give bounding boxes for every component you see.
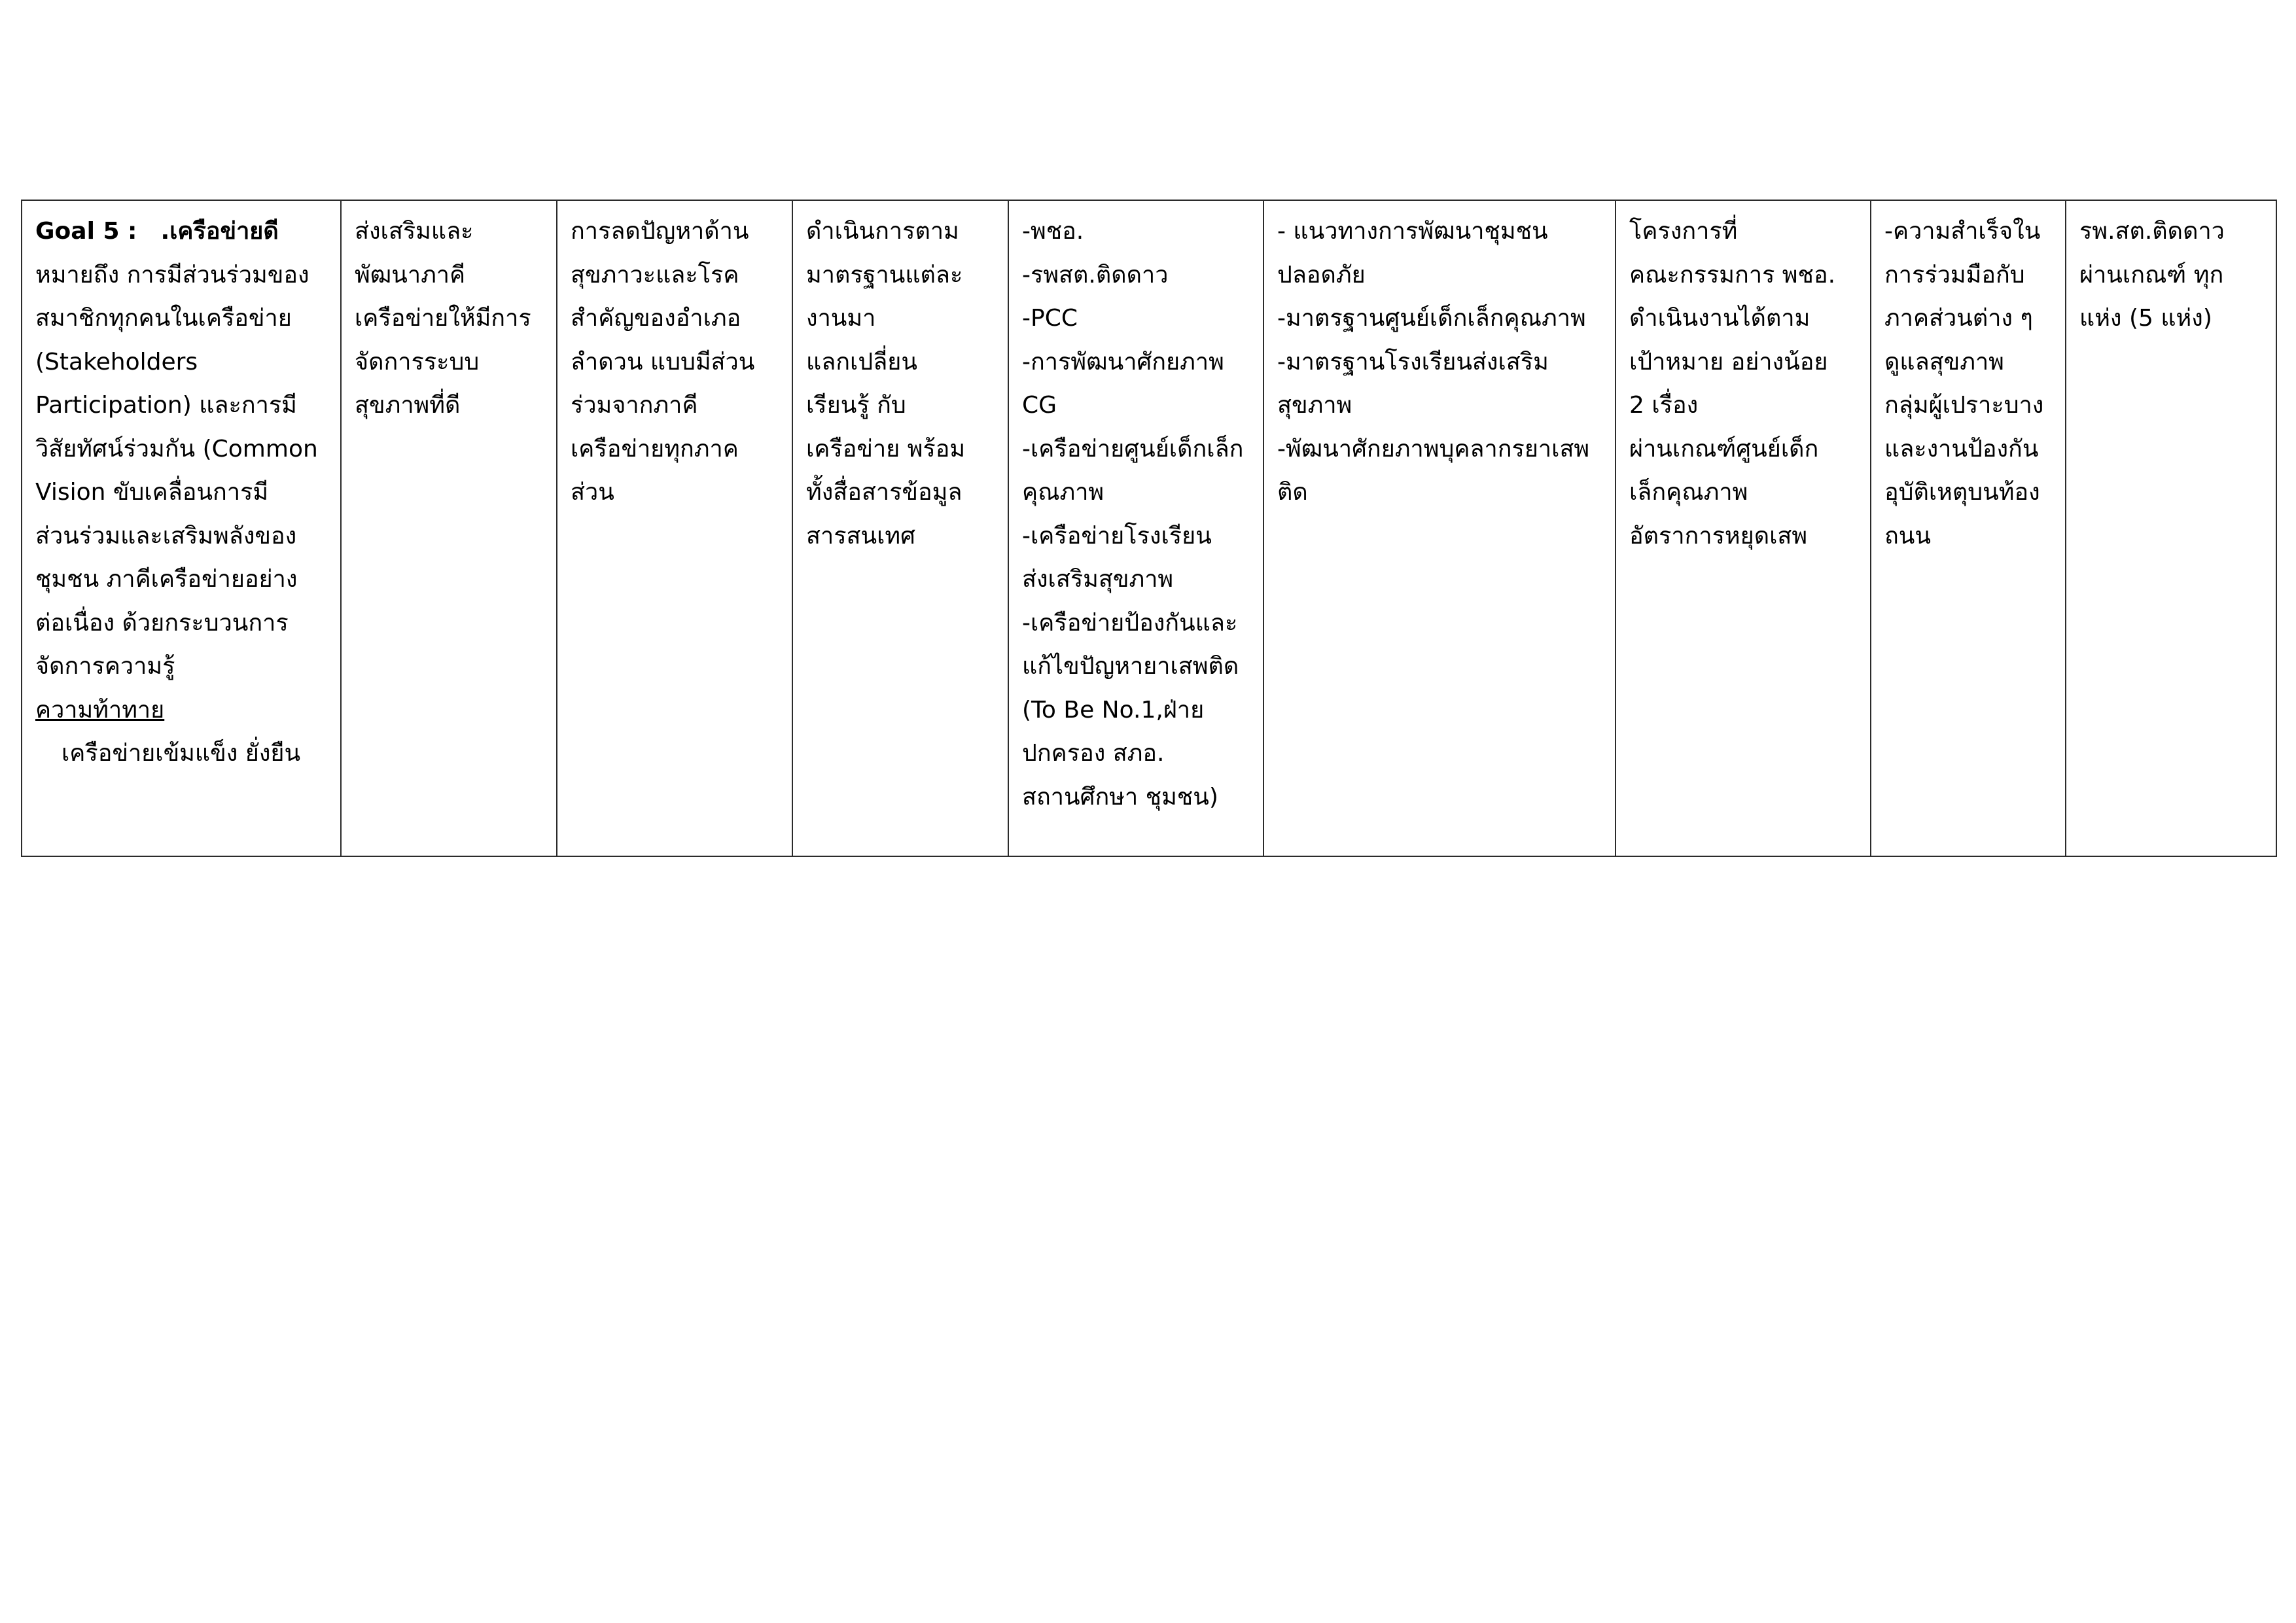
- cell-line: ทั้งสื่อสารข้อมูล: [806, 479, 963, 506]
- cell-line: งานมา: [806, 305, 876, 332]
- cell-line: -การพัฒนาศักยภาพ: [1022, 348, 1224, 375]
- goal-text-line: (Stakeholders: [35, 348, 198, 375]
- cell-line: การลดปัญหาด้าน: [571, 218, 749, 245]
- cell-line: แลกเปลี่ยน: [806, 348, 917, 375]
- cell-line: สำคัญของอำเภอ: [571, 305, 741, 332]
- cell-line: ผ่านเกณฑ์ศูนย์เด็ก: [1629, 435, 1819, 462]
- goal-text-line: Vision ขับเคลื่อนการมี: [35, 479, 269, 506]
- cell-line: มาตรฐานแต่ละ: [806, 261, 963, 288]
- goal-cell: [22, 200, 341, 856]
- table-cell-result: [2066, 200, 2276, 856]
- cell-line: คุณภาพ: [1022, 479, 1104, 506]
- cell-line: -พชอ.: [1022, 218, 1084, 245]
- cell-line: -ความสำเร็จใน: [1884, 218, 2041, 245]
- goal-text-line: วิสัยทัศน์ร่วมกัน (Common: [35, 435, 318, 462]
- cell-line: เครือข่าย พร้อม: [806, 435, 966, 462]
- cell-line: ภาคส่วนต่าง ๆ: [1884, 305, 2033, 332]
- cell-line: 2 เรื่อง: [1629, 392, 1699, 419]
- cell-line: เครือข่ายให้มีการ: [355, 305, 531, 332]
- challenge-text: เครือข่ายเข้มแข็ง ยั่งยืน: [62, 740, 301, 767]
- cell-line: กลุ่มผู้เปราะบาง: [1884, 392, 2044, 419]
- cell-line: - แนวทางการพัฒนาชุมชน: [1277, 218, 1548, 245]
- cell-line: ปลอดภัย: [1277, 261, 1366, 288]
- goal-title: .เครือข่ายดี: [160, 218, 279, 245]
- cell-line: ดำเนินการตาม: [806, 218, 959, 245]
- cell-line: -เครือข่ายศูนย์เด็กเล็ก: [1022, 435, 1244, 462]
- goal-text-line: ชุมชน ภาคีเครือข่ายอย่าง: [35, 566, 298, 593]
- table-cell-problem: [557, 200, 792, 856]
- cell-line: -เครือข่ายโรงเรียน: [1022, 522, 1212, 550]
- cell-line: สุขภาพที่ดี: [355, 392, 461, 419]
- cell-line: (To Be No.1,ฝ่าย: [1022, 696, 1205, 724]
- cell-line: ร่วมจากภาคี: [571, 392, 698, 419]
- table-cell-strategy: [341, 200, 557, 856]
- cell-line: -PCC: [1022, 305, 1078, 332]
- goal-text-line: ต่อเนื่อง ด้วยกระบวนการ: [35, 609, 289, 637]
- cell-line: -เครือข่ายป้องกันและ: [1022, 609, 1238, 637]
- cell-line: เล็กคุณภาพ: [1629, 479, 1748, 506]
- cell-line: การร่วมมือกับ: [1884, 261, 2025, 288]
- cell-line: โครงการที่: [1629, 218, 1738, 245]
- cell-line: ส่งเสริมและ: [355, 218, 474, 245]
- cell-line: ดำเนินงานได้ตาม: [1629, 305, 1810, 332]
- cell-line: เรียนรู้ กับ: [806, 392, 906, 419]
- cell-line: คณะกรรมการ พชอ.: [1629, 261, 1836, 288]
- cell-line: -มาตรฐานโรงเรียนส่งเสริม: [1277, 348, 1549, 375]
- table-cell-network: [1008, 200, 1263, 856]
- cell-line: สุขภาวะและโรค: [571, 261, 739, 288]
- cell-line: รพ.สต.ติดดาว: [2079, 218, 2225, 245]
- goal-text-line: Participation) และการมี: [35, 392, 297, 419]
- goal-text-line: สมาชิกทุกคนในเครือข่าย: [35, 305, 292, 332]
- cell-line: ส่งเสริมสุขภาพ: [1022, 566, 1174, 593]
- goal-text-line: จัดการความรู้: [35, 653, 175, 680]
- cell-line: สุขภาพ: [1277, 392, 1352, 419]
- cell-line: ดูแลสุขภาพ: [1884, 348, 2004, 375]
- cell-line: จัดการระบบ: [355, 348, 480, 375]
- challenge-heading: ความท้าทาย: [35, 696, 165, 724]
- cell-line: ผ่านเกณฑ์ ทุก: [2079, 261, 2224, 288]
- cell-line: ลำดวน แบบมีส่วน: [571, 348, 755, 375]
- cell-line: แก้ไขปัญหายาเสพติด: [1022, 653, 1239, 680]
- goal-text-line: หมายถึง การมีส่วนร่วมของ: [35, 261, 309, 288]
- cell-line: สารสนเทศ: [806, 522, 915, 550]
- cell-line: ส่วน: [571, 479, 614, 506]
- cell-line: เป้าหมาย อย่างน้อย: [1629, 348, 1828, 375]
- cell-line: สถานศึกษา ชุมชน): [1022, 783, 1218, 811]
- goal-label: Goal 5 :: [35, 218, 137, 245]
- cell-line: -รพสต.ติดดาว: [1022, 261, 1169, 288]
- cell-line: แห่ง (5 แห่ง): [2079, 305, 2212, 332]
- table-cell-guideline: [1263, 200, 1616, 856]
- goal-heading: [35, 210, 327, 254]
- table-row: [22, 200, 2276, 856]
- goal-text-line: ส่วนร่วมและเสริมพลังของ: [35, 522, 297, 550]
- cell-line: อุบัติเหตุบนท้อง: [1884, 479, 2040, 506]
- cell-line: ปกครอง สภอ.: [1022, 740, 1165, 767]
- table-cell-success: [1871, 200, 2066, 856]
- cell-line: และงานป้องกัน: [1884, 435, 2039, 462]
- strategy-table: [21, 200, 2277, 857]
- cell-line: ติด: [1277, 479, 1308, 506]
- cell-line: เครือข่ายทุกภาค: [571, 435, 739, 462]
- cell-line: CG: [1022, 392, 1057, 419]
- cell-line: -พัฒนาศักยภาพบุคลากรยาเสพ: [1277, 435, 1590, 462]
- cell-line: อัตราการหยุดเสพ: [1629, 522, 1808, 550]
- cell-line: พัฒนาภาคี: [355, 261, 466, 288]
- cell-line: -มาตรฐานศูนย์เด็กเล็กคุณภาพ: [1277, 305, 1586, 332]
- table-cell-indicator: [1616, 200, 1871, 856]
- table-cell-method: [792, 200, 1008, 856]
- cell-line: ถนน: [1884, 522, 1932, 550]
